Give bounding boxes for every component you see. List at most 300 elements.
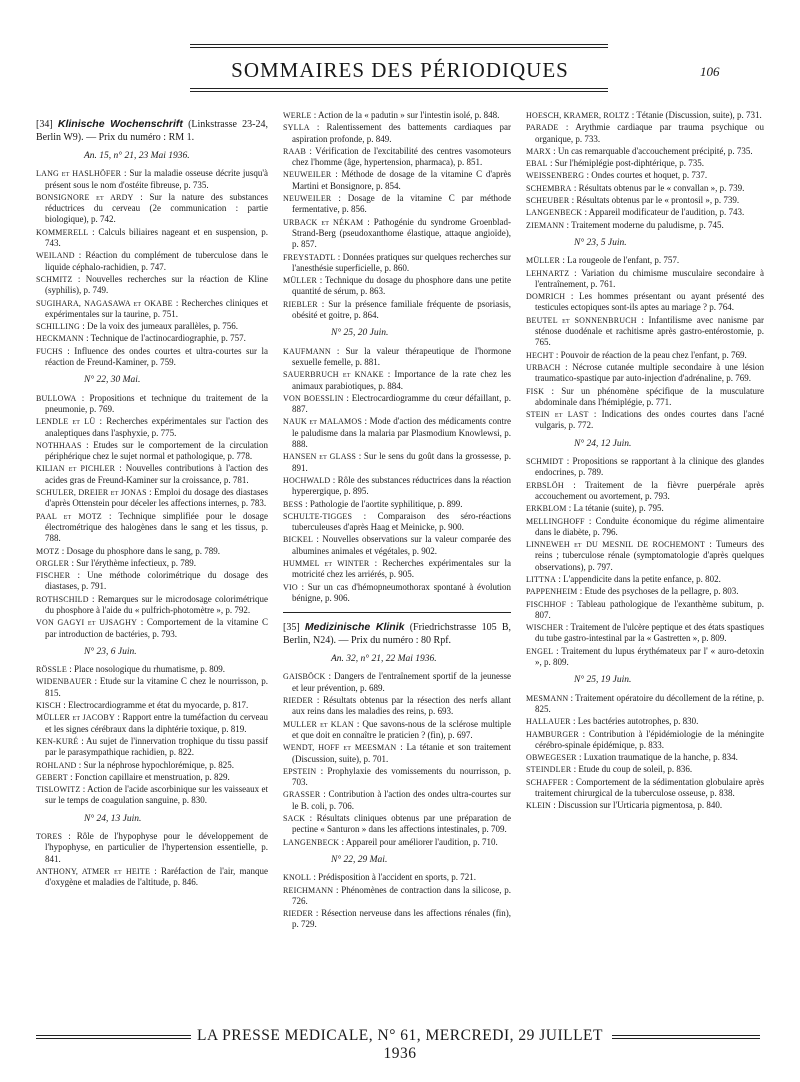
article-authors: VON BOESSLIN: [283, 393, 344, 403]
article-entry: [36, 321, 268, 332]
article-title: : Tumeurs des reins ; tuberculose rénale (symptomatologie d'après quelques observations), p. 797.: [535, 539, 764, 572]
article-authors: TORES: [36, 832, 63, 842]
header-rule-top-2: [190, 47, 608, 48]
article-entry: [283, 813, 511, 836]
column-left: [36, 110, 268, 890]
article-authors: WEILAND: [36, 251, 75, 261]
article-title: : Recherches expérimentales sur l'action des analeptiques dans l'asphyxie, p. 775.: [45, 416, 268, 438]
article-entry: [283, 122, 511, 145]
article-authors: SCHMIDT: [526, 457, 564, 467]
article-entry: [526, 777, 764, 800]
article-entry: [283, 789, 511, 812]
article-authors: URBACH: [526, 362, 561, 372]
article-authors: SYLLA: [283, 123, 310, 133]
issue-heading: An. 32, n° 21, 22 Mai 1936.: [331, 654, 437, 665]
article-authors: ERKBLOM: [526, 504, 567, 514]
page-title: SOMMAIRES DES PÉRIODIQUES: [231, 58, 569, 82]
article-authors: PAAL et MOTZ: [36, 511, 102, 521]
article-entry: [526, 220, 764, 231]
article-title: : Méthode de dosage de la vitamine C d'après Martini et Bonsignore, p. 854.: [292, 169, 511, 191]
article-authors: KAUFMANN: [283, 346, 331, 356]
article-authors: BEUTEL et SONNENBRUCH: [526, 315, 637, 325]
article-entry: [36, 866, 268, 889]
journal-number: [35]: [283, 622, 305, 634]
article-title: : Comportement de la sédimentation globulaire après traitement chirurgical de la tuberculose osseuse, p. 838.: [535, 776, 764, 799]
article-authors: PARADE: [526, 123, 559, 133]
article-title: : Action de la « padutin » sur l'intestin isolé, p. 848.: [311, 110, 500, 120]
article-title: : Variation du chimisme musculaire secondaire à l'entraînement, p. 761.: [535, 267, 764, 289]
footer-rule-right: [612, 1035, 760, 1036]
article-authors: BICKEL: [283, 535, 314, 545]
article-entry: [36, 594, 268, 617]
article-authors: LANGENBECK: [526, 208, 583, 218]
article-entry: [36, 664, 268, 675]
journal-heading: [36, 118, 268, 144]
issue-heading: N° 24, 12 Juin.: [574, 438, 632, 449]
journal-heading: [283, 621, 511, 647]
article-title: : Résection nerveuse dans les affections rénales (fin), p. 729.: [292, 908, 511, 930]
article-authors: LEHNARTZ: [526, 268, 570, 278]
article-entry: [36, 546, 268, 557]
article-authors: HECKMANN: [36, 334, 84, 344]
article-authors: PAPPENHEIM: [526, 587, 578, 597]
article-authors: WISCHER: [526, 623, 564, 633]
issue-heading: N° 23, 5 Juin.: [574, 237, 627, 248]
article-title: : Etude du coup de soleil, p. 836.: [571, 764, 693, 775]
article-entry: [36, 250, 268, 273]
article-title: : Discussion sur l'Urticaria pigmentosa, p. 840.: [551, 800, 723, 811]
article-authors: WERLE: [283, 111, 312, 120]
article-entry: [526, 409, 764, 432]
journal-title: Medizinische Klinik: [304, 621, 405, 634]
article-entry: [526, 480, 764, 503]
article-entry: [36, 192, 268, 226]
article-authors: STEIN et LAST: [526, 410, 589, 420]
article-authors: NAUK et MALAMOS: [283, 417, 362, 427]
article-authors: HAMBURGER: [526, 729, 579, 739]
article-entry: [283, 393, 511, 416]
article-entry: [526, 516, 764, 539]
article-title: : Recherches expérimentales sur la motricité chez les arriérés, p. 905.: [292, 557, 511, 580]
article-authors: MARX: [526, 146, 551, 156]
article-title: : Electrocardiogramme du cœur défaillant, p. 887.: [292, 392, 511, 415]
article-title: : Résultats obtenus par le « prontosil », p. 739.: [569, 195, 740, 206]
issue-heading: N° 25, 20 Juin.: [331, 328, 389, 339]
article-title: : Importance de la rate chez les animaux parabiotiques, p. 884.: [292, 369, 511, 391]
article-entry: [283, 837, 511, 848]
article-authors: NOTHHAAS: [36, 440, 82, 450]
article-authors: MÜLLER et JACOBY: [36, 713, 115, 723]
article-entry: [36, 393, 268, 416]
article-entry: [526, 122, 764, 145]
article-authors: RIEDER: [283, 696, 314, 706]
article-title: : Les bactéries autotrophes, p. 830.: [570, 716, 699, 727]
article-authors: HOESCH, KRAMER, ROLTZ: [526, 111, 630, 120]
article-entry: [526, 503, 764, 514]
article-title: : Comparaison des séro-réactions tuberculeuses d'après Haag et Meinicke, p. 900.: [292, 510, 511, 533]
article-entry: [526, 362, 764, 385]
article-authors: HALLAUER: [526, 717, 571, 727]
article-authors: ENGEL: [526, 646, 554, 656]
article-authors: SUGIHARA, NAGASAWA et OKABE: [36, 298, 173, 308]
section-divider: [283, 612, 511, 613]
article-title: : Technique du dosage du phosphore dans une petite quantité de sérum, p. 863.: [292, 275, 511, 297]
article-entry: [36, 416, 268, 439]
article-entry: [526, 646, 764, 669]
article-title: : Arythmie cardiaque par trauma psychique ou organique, p. 733.: [535, 122, 764, 144]
article-title: : Recherches cliniques et expérimentales sur la taurine, p. 751.: [45, 297, 268, 319]
article-title: : Traitement de la fièvre puerpérale après accouchement ou avortement, p. 793.: [535, 479, 764, 501]
article-entry: [526, 716, 764, 727]
article-entry: [36, 617, 268, 640]
article-authors: FREYSTADTL: [283, 252, 336, 262]
article-entry: [283, 299, 511, 322]
article-authors: REICHMANN: [283, 885, 334, 895]
article-authors: RIEDER: [283, 909, 314, 919]
article-authors: SCHEMBRA: [526, 183, 572, 193]
journal-details: (Linkstrasse 23-24, Berlin W9). — Prix du numéro : RM 1.: [36, 119, 268, 143]
article-entry: [526, 183, 764, 194]
article-title: : Prophylaxie des vomissements du nourrisson, p. 703.: [292, 765, 511, 788]
article-entry: [36, 831, 268, 865]
article-title: : Les hommes présentant ou ayant présenté des testicules ectopiques sont-ils aptes au mariage ? p. 764.: [535, 291, 764, 313]
article-authors: BONSIGNORE et ARDY: [36, 192, 134, 202]
article-authors: RÖSSLE: [36, 665, 67, 675]
article-title: : Propositions se rapportant à la clinique des glandes endocrines, p. 789.: [535, 456, 764, 478]
article-title: : L'appendicite dans la petite enfance, p. 802.: [556, 573, 721, 584]
article-entry: [36, 168, 268, 191]
article-authors: HUMMEL et WINTER: [283, 558, 370, 568]
journal-details: (Friedrichstrasse 105 B, Berlin, N24). — Prix du numéro : 80 Rpf.: [283, 622, 511, 646]
article-title: : Phénomènes de contraction dans la silicose, p. 726.: [292, 884, 511, 906]
footer-rule-left-2: [36, 1038, 191, 1039]
article-entry: [36, 784, 268, 807]
article-authors: KISCH: [36, 701, 62, 711]
article-title: : Contribution à l'action des ondes ultra-courtes sur le B. coli, p. 706.: [292, 789, 511, 811]
article-title: : Nouvelles observations sur la valeur comparée des albumines animales et végétales, p. 902.: [292, 534, 511, 556]
article-authors: WIDENBAUER: [36, 677, 92, 687]
article-entry: [526, 158, 764, 169]
column-middle: [283, 110, 511, 932]
article-authors: FISK: [526, 386, 545, 396]
article-entry: [283, 908, 511, 931]
article-authors: GAISBÖCK: [283, 672, 326, 682]
article-title: : Pouvoir de réaction de la peau chez l'enfant, p. 769.: [553, 349, 747, 360]
article-title: : Indications des ondes courtes dans l'acné vulgaris, p. 772.: [535, 409, 764, 431]
issue-heading: An. 15, n° 21, 23 Mai 1936.: [84, 151, 190, 161]
article-entry: [283, 275, 511, 298]
header-rule-bottom-2: [190, 91, 608, 92]
article-title: : Un cas remarquable d'accouchement précipité, p. 735.: [550, 145, 753, 156]
article-entry: [283, 499, 511, 510]
article-authors: MÜLLER: [526, 256, 561, 266]
article-entry: [283, 719, 511, 742]
article-title: : Tétanie (Discussion, suite), p. 731.: [629, 110, 762, 120]
article-authors: GEBERT: [36, 772, 68, 782]
article-entry: [526, 764, 764, 775]
article-entry: [526, 539, 764, 573]
article-entry: [526, 693, 764, 716]
article-title: : Luxation traumatique de la hanche, p. 834.: [576, 752, 738, 763]
article-title: : Rôle de l'hypophyse pour le développement de l'hypophyse, en particulier de l'hypertension essentielle, p. 841.: [45, 831, 268, 864]
article-title: : Vérification de l'excitabilité des centres vasomoteurs chez l'homme (âge, hypertension, pharmaca), p. 851.: [292, 145, 511, 168]
article-authors: ROHLAND: [36, 760, 77, 770]
article-title: : Mode d'action des médicaments contre le paludisme dans la malaria par Plasmodium Knowlewsi, p. 888.: [292, 416, 511, 450]
article-authors: MULLER et KLAN: [283, 719, 354, 729]
article-entry: [526, 195, 764, 206]
article-entry: [526, 752, 764, 763]
article-authors: VON GAGYI et UJSAGHY: [36, 618, 138, 628]
article-authors: KEN-KURÉ: [36, 736, 79, 746]
article-entry: [36, 511, 268, 545]
article-entry: [526, 622, 764, 645]
article-title: : Action de l'acide ascorbinique sur les vaisseaux et sur le temps de coagulation sanguine, p. 830.: [45, 784, 268, 806]
article-authors: URBACK et NÉKAM: [283, 217, 364, 227]
article-entry: [36, 298, 268, 321]
article-entry: [526, 146, 764, 157]
article-entry: [283, 671, 511, 694]
header-rule-top: [190, 44, 608, 45]
article-entry: [283, 872, 511, 883]
article-title: : Appareil modificateur de l'audition, p. 743.: [582, 207, 745, 218]
article-authors: EPSTEIN: [283, 766, 317, 776]
article-title: : Sur le sens du goût dans la grossesse, p. 891.: [292, 451, 511, 473]
article-entry: [283, 885, 511, 908]
article-entry: [526, 800, 764, 811]
article-title: : Technique de l'actinocardiographie, p. 757.: [83, 333, 246, 344]
page-number: 106: [700, 64, 720, 79]
article-authors: KILIAN et PICHLER: [36, 464, 116, 474]
article-title: : Emploi du dosage des diastases d'après Ottenstein pour déceler les affections internes, p. 783.: [45, 487, 268, 509]
issue-heading: N° 25, 19 Juin.: [574, 675, 632, 686]
article-title: : La tétanie et son traitement (Discussion, suite), p. 701.: [292, 742, 511, 764]
article-title: : Prédisposition à l'accident en sports, p. 721.: [311, 872, 476, 883]
article-authors: HECHT: [526, 350, 554, 360]
issue-heading: N° 23, 6 Juin.: [84, 646, 137, 657]
article-title: : Dosage de la vitamine C par méthode fermentative, p. 856.: [292, 193, 511, 215]
journal-title: Klinische Wochenschrift: [57, 118, 183, 130]
article-authors: HANSEN et GLASS: [283, 452, 357, 462]
page-footer: [0, 1025, 800, 1062]
article-title: : Sur l'hémiplégie post-diphtérique, p. 735.: [547, 158, 705, 169]
article-authors: MÜLLER: [283, 276, 318, 286]
article-entry: [36, 440, 268, 463]
article-authors: ZIEMANN: [526, 220, 565, 230]
article-title: : Etude des psychoses de la pellagre, p. 803.: [577, 586, 739, 597]
article-title: : Réaction du complément de tuberculose dans le liquide céphalo-rachidien, p. 747.: [45, 250, 268, 272]
article-entry: [283, 451, 511, 474]
article-title: : La rougeole de l'enfant, p. 757.: [560, 255, 680, 266]
article-title: : Infantilisme avec nanisme par sténose duodénale et rachitisme après gastro-entérostomie, p. 765.: [535, 314, 764, 348]
article-entry: [36, 772, 268, 783]
article-entry: [526, 255, 764, 266]
article-authors: OBWEGESER: [526, 753, 577, 763]
article-authors: KOMMERELL: [36, 227, 89, 237]
article-entry: [283, 346, 511, 369]
article-authors: WEISSENBERG: [526, 171, 585, 181]
article-authors: FUCHS: [36, 346, 63, 356]
article-entry: [526, 268, 764, 291]
article-title: : Que savons-nous de la sclérose multiple et que doit en connaître le praticien ? (fin), p. 697.: [292, 718, 511, 740]
article-entry: [526, 110, 764, 121]
article-title: : Sur un cas d'hémopneumothorax spontané à évolution bénigne, p. 906.: [292, 581, 511, 603]
footer-rule-left: [36, 1035, 191, 1036]
article-authors: VIO: [283, 582, 298, 592]
article-entry: [526, 574, 764, 585]
article-authors: LANG et HASLHÖFER: [36, 169, 122, 179]
article-entry: [36, 700, 268, 711]
article-entry: [36, 570, 268, 593]
article-entry: [526, 291, 764, 314]
article-entry: [283, 582, 511, 605]
article-title: : Sur la valeur thérapeutique de l'hormone sexuelle femelle, p. 881.: [292, 345, 511, 367]
article-entry: [36, 463, 268, 486]
article-authors: ROTHSCHILD: [36, 594, 89, 604]
article-entry: [283, 169, 511, 192]
article-title: : Ondes courtes et hoquet, p. 737.: [584, 170, 708, 181]
article-title: : Sur la maladie osseuse décrite jusqu'à présent sous le nom d'ostéite fibreuse, p. 735.: [45, 168, 268, 190]
article-entry: [526, 207, 764, 218]
article-entry: [36, 558, 268, 569]
article-authors: LINNEWEH et DU MESNIL DE ROCHEMONT: [526, 540, 706, 550]
article-title: : Etudes sur le comportement de la circulation périphérique chez le sujet normal et pathologique, p. 778.: [45, 439, 268, 462]
article-entry: [36, 227, 268, 250]
article-entry: [526, 170, 764, 181]
article-title: : Traitement opératoire du décollement de la rétine, p. 825.: [535, 692, 764, 714]
article-entry: [283, 558, 511, 581]
article-title: : Nouvelles recherches sur la réaction de Kline (syphilis), p. 749.: [45, 273, 268, 296]
header-rule-bottom: [190, 88, 608, 89]
issue-heading: N° 22, 29 Mai.: [331, 854, 388, 865]
article-authors: SCHAFFER: [526, 777, 569, 787]
article-entry: [283, 475, 511, 498]
article-entry: [526, 729, 764, 752]
page-header: [0, 58, 800, 88]
article-title: : Calculs biliaires nageant et en suspension, p. 743.: [45, 226, 268, 249]
article-title: : De la voix des jumeaux parallèles, p. 756.: [80, 321, 238, 332]
article-authors: ERBSLÖH: [526, 480, 564, 490]
article-title: : Sur l'érythème infectieux, p. 789.: [69, 557, 197, 568]
article-authors: WENDT, HOFF et MEESMAN: [283, 743, 397, 753]
article-entry: [36, 487, 268, 510]
article-entry: [283, 252, 511, 275]
article-authors: BULLOWA: [36, 393, 77, 403]
issue-heading: N° 24, 13 Juin.: [84, 813, 142, 824]
article-entry: [526, 599, 764, 622]
article-title: : Comportement de la vitamine C par introduction de bactéries, p. 793.: [45, 617, 268, 639]
article-entry: [36, 333, 268, 344]
article-title: : Conduite économique du régime alimentaire dans le diabète, p. 796.: [535, 515, 764, 537]
article-title: : Rapport entre la tuméfaction du cerveau et les signes cérébraux dans la diphtérie toxique, p. 819.: [45, 712, 268, 734]
article-title: : Dangers de l'entraînement sportif de la jeunesse et leur prévention, p. 689.: [292, 671, 511, 693]
article-entry: [36, 712, 268, 735]
article-authors: BESS: [283, 499, 303, 509]
journal-number: [34]: [36, 119, 58, 130]
article-entry: [283, 766, 511, 789]
article-entry: [283, 110, 511, 121]
article-entry: [36, 736, 268, 759]
article-authors: GRASSER: [283, 790, 321, 800]
article-authors: MELLINGHOFF: [526, 516, 585, 526]
article-title: : Place nosologique du rhumatisme, p. 809.: [67, 664, 225, 675]
article-title: : Electrocardiogramme et état du myocarde, p. 817.: [61, 700, 249, 711]
article-entry: [526, 350, 764, 361]
article-title: : Appareil pour améliorer l'audition, p. 710.: [339, 836, 498, 847]
article-authors: ORGLER: [36, 558, 70, 568]
article-title: : Nouvelles contributions à l'action des acides gras de Freund-Kaminer sur la croissance, p. 781.: [45, 463, 268, 485]
article-entry: [526, 386, 764, 409]
article-entry: [283, 695, 511, 718]
article-title: : Remarques sur le microdosage colorimétrique du phosphore à l'aide du « pulfrich-photomètre », p. 792.: [45, 593, 268, 615]
article-authors: LITTNA: [526, 574, 557, 584]
article-authors: SCHMITZ: [36, 274, 73, 284]
article-title: : Raréfaction de l'air, manque d'oxygène et maladies de l'altitude, p. 846.: [45, 865, 268, 888]
issue-heading: N° 22, 30 Mai.: [84, 375, 141, 386]
article-authors: RAAB: [283, 146, 307, 156]
article-entry: [283, 511, 511, 534]
article-title: : Résultats obtenus par la résection des nerfs allant aux reins dans les maladies des reins, p. 693.: [292, 695, 511, 717]
article-title: : Technique simplifiée pour le dosage électrométrique des halogènes dans le sang et les tissus, p. 788.: [45, 510, 268, 544]
article-entry: [526, 586, 764, 597]
article-title: : Sur la présence familiale fréquente de psoriasis, obésité et goitre, p. 864.: [292, 298, 511, 321]
article-authors: NEUWEILER: [283, 170, 332, 180]
article-entry: [36, 274, 268, 297]
article-title: : La tétanie (suite), p. 795.: [566, 503, 664, 514]
article-title: : Sur la nature des substances réductrices du cerveau (2e communication : partie biologique), p. 742.: [45, 191, 268, 225]
article-authors: SACK: [283, 814, 306, 824]
article-authors: KNOLL: [283, 873, 312, 883]
article-title: : Au sujet de l'innervation trophique du tissu passif par le parasympathique rachidien, p. 822.: [45, 735, 268, 758]
article-authors: SAUERBRUCH et KNAKE: [283, 370, 384, 380]
article-entry: [36, 346, 268, 369]
article-title: : Pathogénie du syndrome Groenblad-Strand-Berg (pseudoxanthome élastique, attaque angioïde), p. 857.: [292, 216, 511, 250]
article-title: : Traitement du lupus érythémateux par l' « auro-detoxin », p. 809.: [535, 645, 764, 668]
article-title: : Une méthode colorimétrique du dosage des diastases, p. 791.: [45, 570, 268, 592]
article-authors: ANTHONY, ATMER et HEITE: [36, 866, 151, 876]
article-authors: HOCHWALD: [283, 475, 331, 485]
article-entry: [283, 193, 511, 216]
article-entry: [283, 742, 511, 765]
article-authors: KLEIN: [526, 801, 551, 811]
article-title: : Propositions et technique du traitement de la pneumonie, p. 769.: [45, 392, 268, 414]
column-right: [526, 110, 764, 813]
article-title: : Données pratiques sur quelques recherches sur l'anesthésie superficielle, p. 860.: [292, 251, 511, 273]
article-authors: RIEBLER: [283, 299, 318, 309]
article-entry: [283, 146, 511, 169]
article-entry: [283, 369, 511, 392]
footer-text: LA PRESSE MEDICALE, N° 61, MERCREDI, 29 JUILLET 1936: [196, 1027, 603, 1062]
article-title: : Dosage du phosphore dans le sang, p. 789.: [59, 545, 220, 556]
article-authors: EBAL: [526, 159, 548, 169]
article-entry: [283, 534, 511, 557]
article-authors: SCHULTE-TIGGES: [283, 511, 353, 521]
article-authors: SCHEUBER: [526, 196, 570, 206]
article-title: : Nécrose cutanée multiple secondaire à une lésion traumatico-spastique par auto-injection d'adrénaline, p. 769.: [535, 361, 764, 384]
article-authors: LANGENBECK: [283, 837, 340, 847]
article-entry: [283, 217, 511, 251]
article-authors: SCHILLING: [36, 322, 81, 332]
article-title: : Tableau pathologique de l'exanthème subitum, p. 807.: [535, 598, 764, 620]
article-title: : Traitement moderne du paludisme, p. 745.: [564, 219, 724, 230]
article-title: : Ralentissement des battements cardiaques par aspiration profonde, p. 849.: [292, 122, 511, 144]
article-title: : Rôle des substances réductrices dans la réaction hyperergique, p. 895.: [292, 474, 511, 497]
article-title: : Etude sur la vitamine C chez le nourrisson, p. 815.: [45, 676, 268, 698]
article-entry: [526, 315, 764, 349]
article-authors: LENDLE et LÜ: [36, 417, 96, 427]
article-authors: SCHULER, DREIER et JONAS: [36, 488, 147, 498]
article-title: : Contribution à l'épidémiologie de la méningite cérébro-spinale épidémique, p. 833.: [535, 728, 764, 750]
article-authors: DOMRICH: [526, 292, 566, 302]
